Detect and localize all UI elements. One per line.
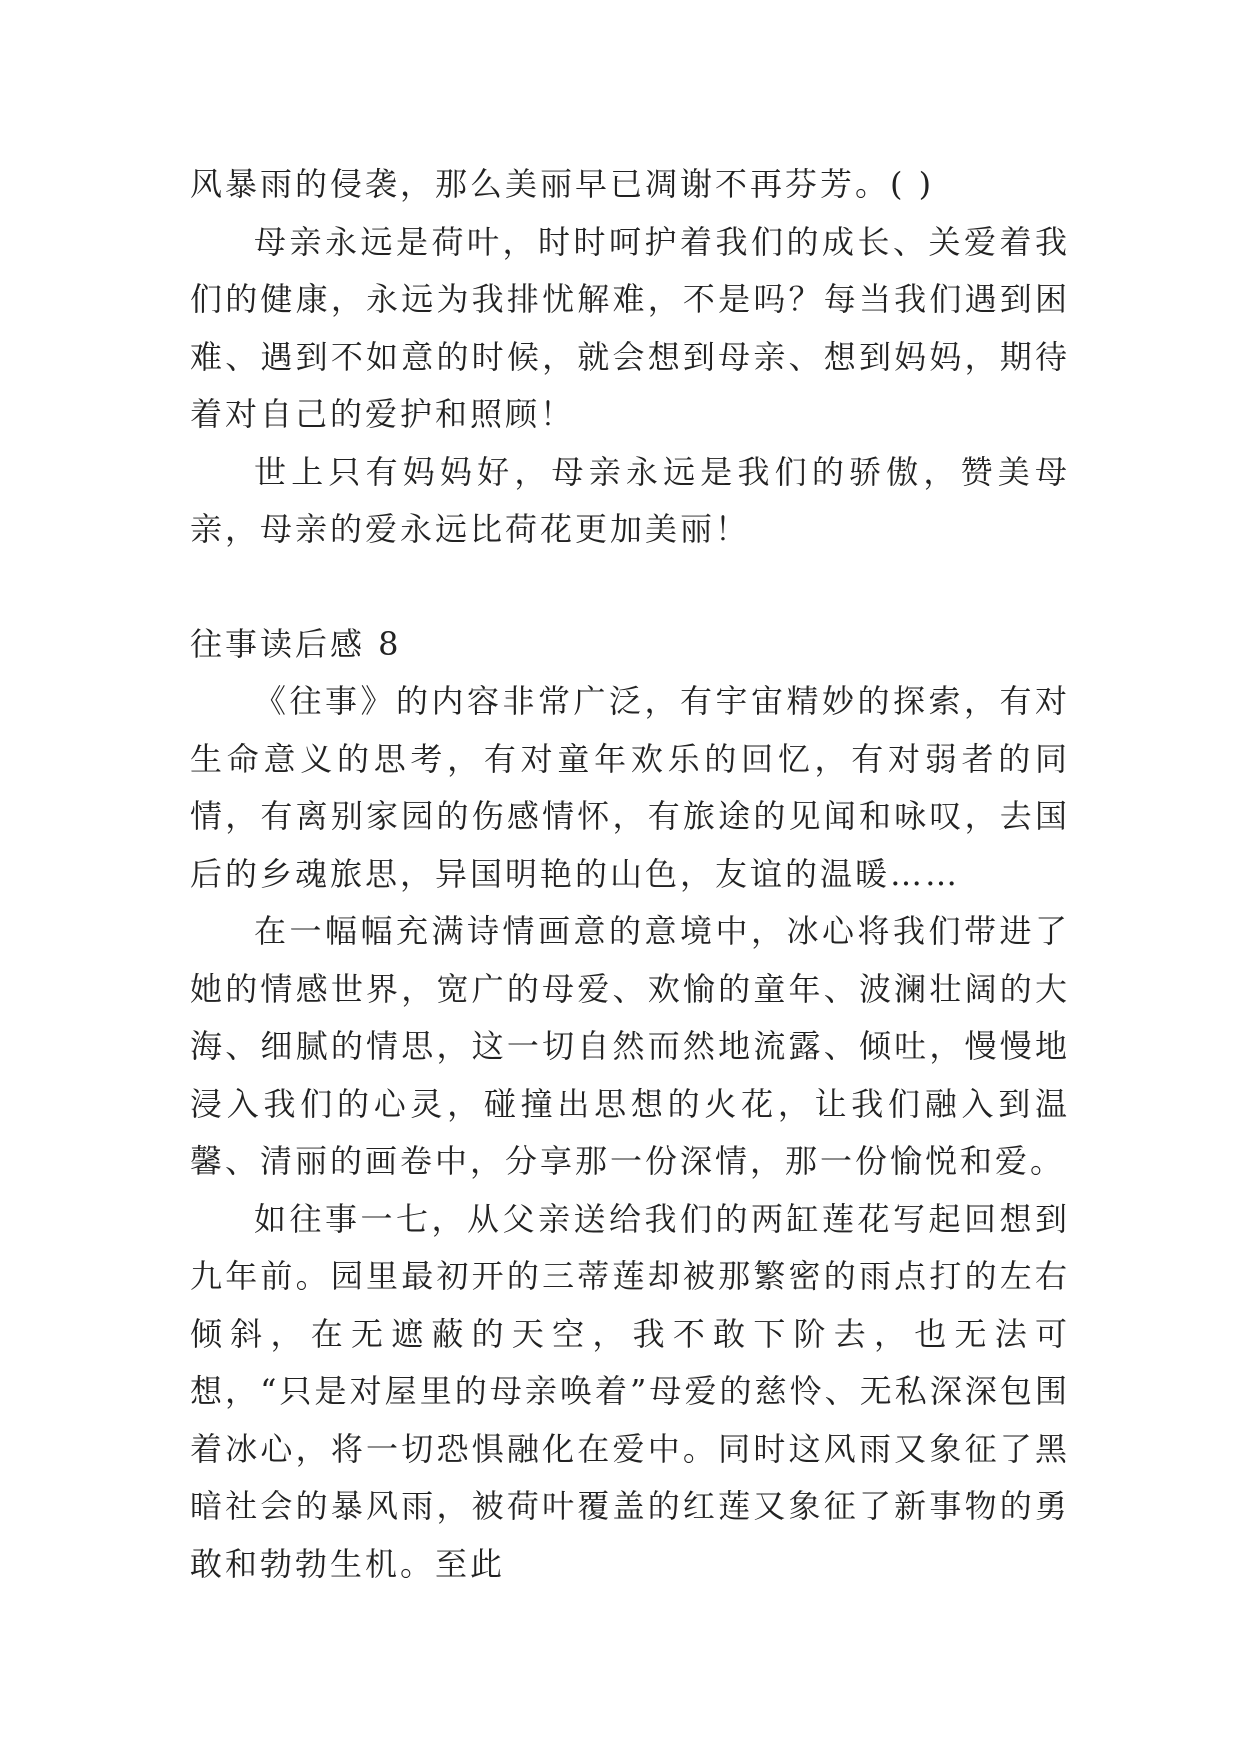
paragraph-3: 世上只有妈妈好，母亲永远是我们的骄傲，赞美母亲，母亲的爱永远比荷花更加美丽！ <box>190 452 1070 548</box>
paragraph-1: 风暴雨的侵袭，那么美丽早已凋谢不再芬芳。( ) <box>190 165 935 203</box>
paragraph-5: 在一幅幅充满诗情画意的意境中，冰心将我们带进了她的情感世界，宽广的母爱、欢愉的童年、波澜壮阔的大海、细腻的情思，这一切自然而然地流露、倾吐，慢慢地浸入我们的心灵，碰撞出思想的火花，让我们融入到温馨、清丽的画卷中，分享那一份深情，那一份愉悦和爱。 <box>190 912 1070 1180</box>
paragraph-6: 如往事一七，从父亲送给我们的两缸莲花写起回想到九年前。园里最初开的三蒂莲却被那繁密的雨点打的左右倾斜，在无遮蔽的天空，我不敢下阶去，也无法可想，“只是对屋里的母亲唤着”母爱的慈怜、无私深深包围着冰心，将一切恐惧融化在爱中。同时这风雨又象征了黑暗社会的暴风雨，被荷叶覆盖的红莲又象征了新事物的勇敢和勃勃生机。至此 <box>190 1199 1070 1583</box>
paragraph-2: 母亲永远是荷叶，时时呵护着我们的成长、关爱着我们的健康，永远为我排忧解难，不是吗？每当我们遇到困难、遇到不如意的时候，就会想到母亲、想到妈妈，期待着对自己的爱护和照顾！ <box>190 222 1070 433</box>
paragraph-4: 《往事》的内容非常广泛，有宇宙精妙的探索，有对生命意义的思考，有对童年欢乐的回忆，有对弱者的同情，有离别家园的伤感情怀，有旅途的见闻和咏叹，去国后的乡魂旅思，异国明艳的山色，友谊的温暖…… <box>190 682 1070 893</box>
section-heading: 往事读后感 8 <box>190 624 402 663</box>
document-body <box>190 156 1070 1593</box>
